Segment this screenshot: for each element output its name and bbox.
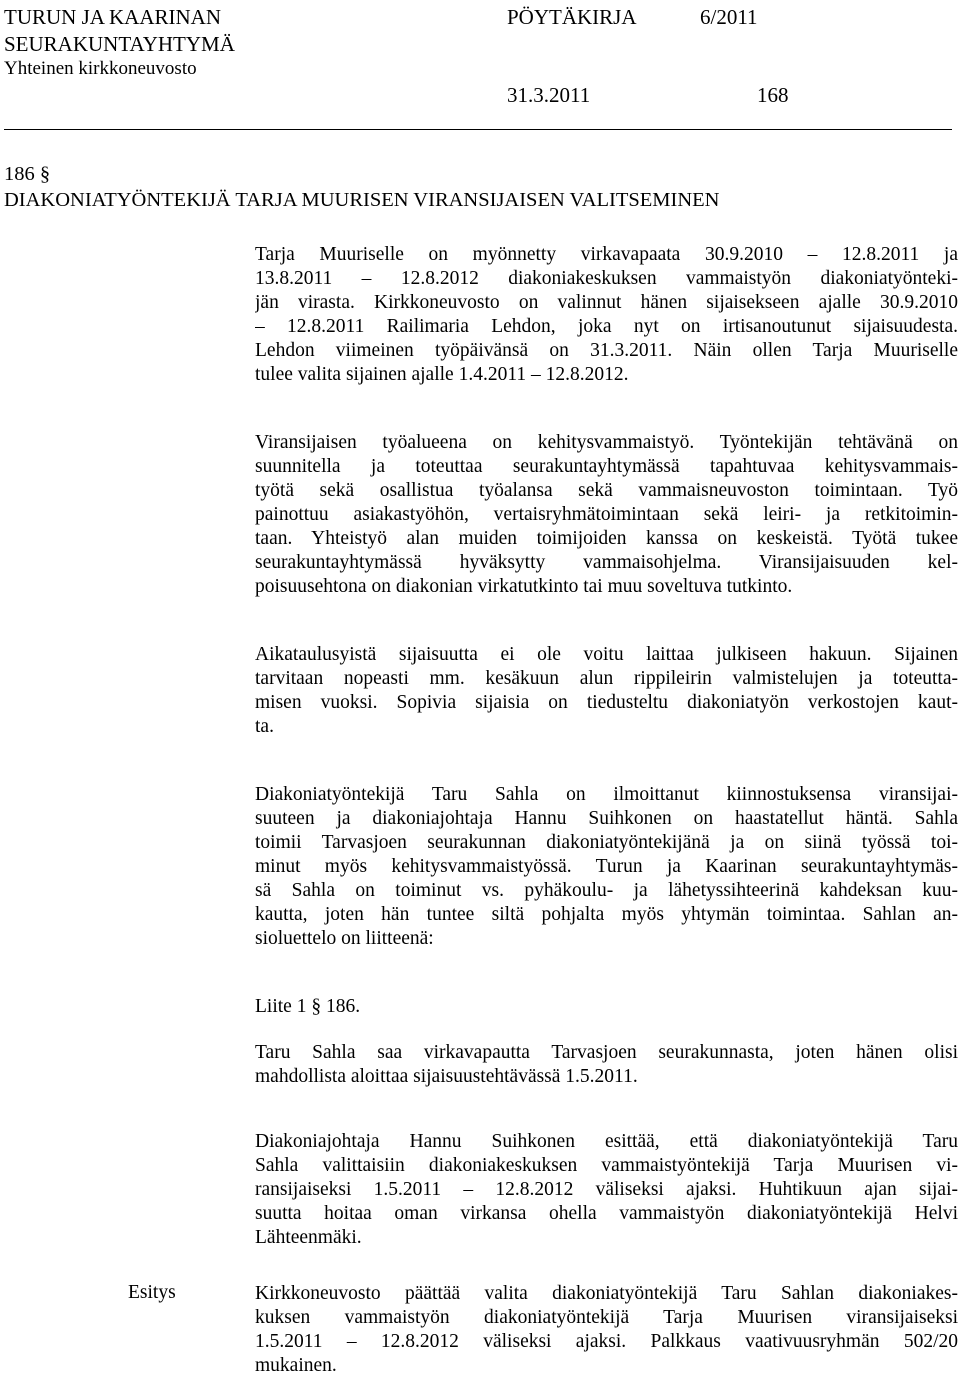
text-line: – 12.8.2011 Railimaria Lehdon, joka nyt on irtisanoutunut sijaisuudesta. <box>255 316 958 337</box>
page-number: 168 <box>757 83 789 107</box>
org-name-line1: TURUN JA KAARINAN <box>4 5 222 29</box>
text-line: jän virasta. Kirkkoneuvosto on valinnut hänen sijaisekseen ajalle 30.9.2010 <box>255 292 958 313</box>
text-line: Taru Sahla saa virkavapautta Tarvasjoen seurakunnasta, joten hänen olisi <box>255 1042 958 1063</box>
text-line: tulee valita sijainen ajalle 1.4.2011 – 12.8.2012. <box>255 364 629 385</box>
text-line: kautta, joten hän tuntee siltä pohjalta myös yhtymän toimintaa. Sahlan an- <box>255 904 958 925</box>
text-line: sioluettelo on liitteenä: <box>255 928 434 949</box>
text-line: 1.5.2011 – 12.8.2012 väliseksi ajaksi. Palkkaus vaativuusryhmän 502/20 <box>255 1331 958 1352</box>
text-line: suunnitella ja toteuttaa seurakuntayhtymässä tapahtuvaa kehitysvammais- <box>255 456 958 477</box>
text-line: ta. <box>255 716 274 737</box>
text-line: misen vuoksi. Sopivia sijaisia on tiedusteltu diakoniatyön verkostojen kaut- <box>255 692 958 713</box>
text-line: Aikataulusyistä sijaisuutta ei ole voitu laittaa julkiseen hakuun. Sijainen <box>255 644 958 665</box>
text-line: työtä sekä osallistua työalansa sekä vammaisneuvoston toimintaan. Työ <box>255 480 958 501</box>
text-line: Tarja Muuriselle on myönnetty virkavapaata 30.9.2010 – 12.8.2011 ja <box>255 244 958 265</box>
text-line: Kirkkoneuvosto päättää valita diakoniatyöntekijä Taru Sahlan diakoniakes- <box>255 1283 958 1304</box>
text-line: suuteen ja diakoniajohtaja Hannu Suihkonen on haastatellut häntä. Sahla <box>255 808 958 829</box>
meeting-date: 31.3.2011 <box>507 83 591 107</box>
text-line: Diakoniatyöntekijä Taru Sahla on ilmoittanut kiinnostuksensa viransijai- <box>255 784 958 805</box>
document-type: PÖYTÄKIRJA <box>507 5 637 29</box>
text-line: Sahla valittaisiin diakoniakeskuksen vammaistyöntekijä Tarja Muurisen vi- <box>255 1155 958 1176</box>
text-line: Lähteenmäki. <box>255 1227 362 1248</box>
text-line: sä Sahla on toiminut vs. pyhäkoulu- ja lähetyssihteerinä kahdeksan kuu- <box>255 880 958 901</box>
text-line: kuksen vammaistyön diakoniatyöntekijä Tarja Muurisen viransijaiseksi <box>255 1307 958 1328</box>
text-line: 13.8.2011 – 12.8.2012 diakoniakeskuksen vammaistyön diakoniatyönteki- <box>255 268 958 289</box>
attachment-reference: Liite 1 § 186. <box>255 996 361 1017</box>
text-line: minut myös kehitysvammaistyössä. Turun ja Kaarinan seurakuntayhtymäs- <box>255 856 958 877</box>
header-divider <box>4 129 952 130</box>
text-line: Diakoniajohtaja Hannu Suihkonen esittää, että diakoniatyöntekijä Taru <box>255 1131 958 1152</box>
proposal-label: Esitys <box>128 1282 176 1303</box>
text-line: taan. Yhteistyö alan muiden toimijoiden kanssa on keskeistä. Työtä tukee <box>255 528 958 549</box>
text-line: toimii Tarvasjoen seurakunnan diakoniatyöntekijänä ja on siinä työssä toi- <box>255 832 958 853</box>
text-line: Viransijaisen työalueena on kehitysvammaistyö. Työntekijän tehtävänä on <box>255 432 958 453</box>
text-line: mahdollista aloittaa sijaisuustehtävässä 1.5.2011. <box>255 1066 638 1087</box>
org-body-name: Yhteinen kirkkoneuvosto <box>4 58 197 79</box>
org-name-line2: SEURAKUNTAYHTYMÄ <box>4 32 235 56</box>
document-number: 6/2011 <box>700 5 758 29</box>
text-line: seurakuntayhtymässä hyväksytty vammaisohjelma. Viransijaisuuden kel- <box>255 552 958 573</box>
text-line: suutta hoitaa oman virkansa ohella vammaistyön diakoniatyöntekijä Helvi <box>255 1203 958 1224</box>
text-line: poisuusehtona on diakonian virkatutkinto tai muu soveltuva tutkinto. <box>255 576 793 597</box>
text-line: tarvitaan nopeasti mm. kesäkuun alun rippileirin valmistelujen ja toteutta- <box>255 668 958 689</box>
text-line: painottuu asiakastyöhön, vertaisryhmätoimintaan sekä leiri- ja retkitoimin- <box>255 504 958 525</box>
section-title: DIAKONIATYÖNTEKIJÄ TARJA MUURISEN VIRANSIJAISEN VALITSEMINEN <box>4 189 720 211</box>
text-line: ransijaiseksi 1.5.2011 – 12.8.2012 väliseksi ajaksi. Huhtikuun ajan sijai- <box>255 1179 958 1200</box>
text-line: mukainen. <box>255 1355 337 1376</box>
text-line: Lehdon viimeinen työpäivänsä on 31.3.2011. Näin ollen Tarja Muuriselle <box>255 340 958 361</box>
section-number: 186 § <box>4 163 51 185</box>
